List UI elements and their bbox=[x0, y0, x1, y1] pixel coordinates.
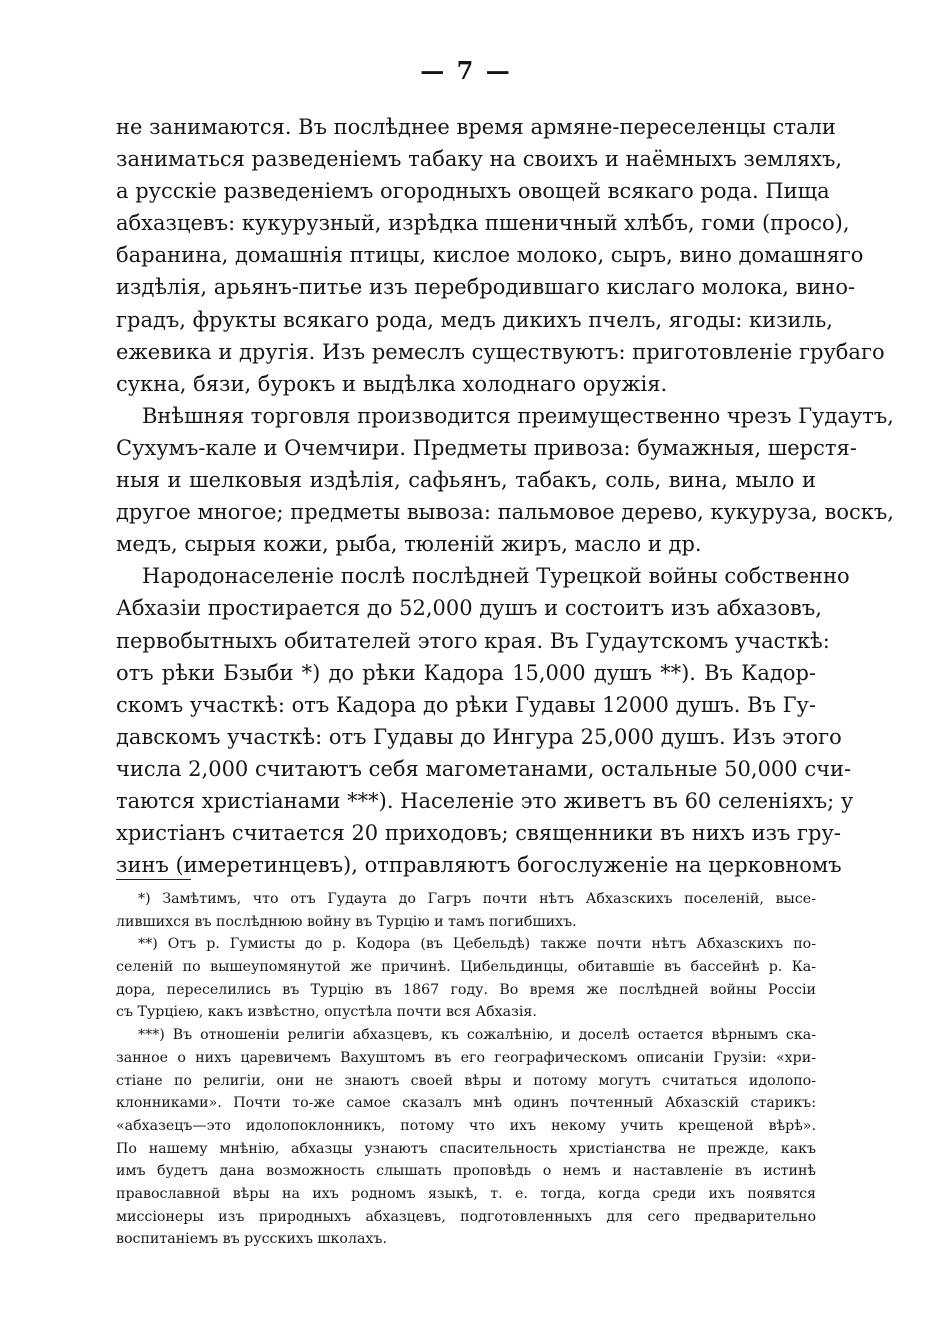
text-line: ежевика и другiя. Изъ ремеслъ существуютъ: приготовленiе грубаго bbox=[116, 339, 885, 364]
text-line: зинъ (имеретинцевъ), отправляютъ богослуженiе на церковномъ bbox=[116, 853, 842, 878]
text-line: таются христiанами ***). Населенiе это живетъ въ 60 селенiяхъ; у bbox=[116, 788, 854, 813]
text-line: не занимаются. Въ послѣднее время армяне-переселенцы стали bbox=[116, 115, 836, 139]
paragraph-3 bbox=[116, 560, 854, 881]
text-line: Внѣшняя торговля производится преимущественно чрезъ Гудаутъ, bbox=[142, 403, 894, 428]
footnotes bbox=[116, 888, 816, 1251]
footnote-line: дора, переселились въ Турцiю въ 1867 году. Во время же послѣдней войны Россiи bbox=[116, 981, 816, 998]
main-text bbox=[116, 111, 894, 881]
text-line: давскомъ участкѣ: отъ Гудавы до Ингура 25,000 душъ. Изъ этого bbox=[116, 724, 842, 749]
text-line: Народонаселенiе послѣ послѣдней Турецкой войны собственно bbox=[142, 564, 850, 589]
text-line: издѣлiя, арьянъ-питье изъ перебродившаго кислаго молока, вино- bbox=[116, 275, 856, 300]
text-line: абхазцевъ: кукурузный, изрѣдка пшеничный хлѣбъ, гоми (просо), bbox=[116, 211, 850, 236]
footnote-line: **) Отъ р. Гумисты до р. Кодора (въ Цебельдѣ) также почти нѣтъ Абхазскихъ по- bbox=[138, 936, 816, 953]
text-line: ныя и шелковыя издѣлiя, сафьянъ, табакъ, соль, вина, мыло и bbox=[116, 468, 816, 493]
text-line: а русскiе разведенiемъ огородныхъ овощей всякаго рода. Пища bbox=[116, 179, 830, 204]
paragraph-2 bbox=[116, 400, 894, 560]
footnote-divider bbox=[116, 879, 191, 880]
footnote-line: ***) Въ отношенiи религiи абхазцевъ, къ сожалѣнiю, и доселѣ остается вѣрнымъ ска- bbox=[138, 1027, 816, 1044]
footnote-line: «абхазецъ—это идолопоклонникъ, потому что ихъ некому учить крещеной вѣрѣ». bbox=[116, 1117, 816, 1134]
text-line: скомъ участкѣ: отъ Кадора до рѣки Гудавы 12000 душъ. Въ Гу- bbox=[116, 692, 816, 717]
footnote-3 bbox=[116, 1024, 816, 1251]
footnote-1 bbox=[116, 888, 816, 933]
text-line: другое многое; предметы вывоза: пальмовое дерево, кукуруза, воскъ, bbox=[116, 500, 894, 525]
page-number: — 7 — bbox=[420, 56, 512, 85]
text-line: сукна, бязи, бурокъ и выдѣлка холоднаго оружiя. bbox=[116, 371, 668, 396]
footnote-line: стiане по религiи, они не знаютъ своей вѣры и потому могутъ считаться идолопо- bbox=[116, 1072, 816, 1089]
footnote-line: лившихся въ послѣднюю войну въ Турцiю и тамъ погибшихъ. bbox=[116, 913, 577, 930]
footnote-line: селенiй по вышеупомянутой же причинѣ. Цибельдинцы, обитавшiе въ бассейнѣ р. Ка- bbox=[116, 959, 816, 976]
footnote-line: имъ будетъ дана возможность слышать проповѣдь о немъ и наставленiе въ истинѣ bbox=[116, 1163, 816, 1180]
text-line: христiанъ считается 20 приходовъ; священники въ нихъ изъ гру- bbox=[116, 821, 841, 846]
text-line: Абхазiи простирается до 52,000 душъ и состоитъ изъ абхазовъ, bbox=[116, 596, 822, 621]
text-line: Сухумъ-кале и Очемчири. Предметы привоза: бумажныя, шерстя- bbox=[116, 435, 857, 460]
footnote-line: *) Замѣтимъ, что отъ Гудаута до Гагръ почти нѣтъ Абхазскихъ поселенiй, высе- bbox=[138, 891, 816, 907]
footnote-line: воспитанiемъ въ русскихъ школахъ. bbox=[116, 1231, 387, 1248]
text-line: градъ, фрукты всякаго рода, медъ дикихъ пчелъ, ягоды: кизиль, bbox=[116, 307, 833, 332]
text-line: числа 2,000 считаютъ себя магометанами, остальные 50,000 счи- bbox=[116, 756, 852, 781]
footnote-line: По нашему мнѣнiю, абхазцы узнаютъ спасительность христiанства не прежде, какъ bbox=[116, 1140, 816, 1157]
footnote-2 bbox=[116, 933, 816, 1024]
text-line: заниматься разведенiемъ табаку на своихъ и наёмныхъ земляхъ, bbox=[116, 147, 843, 172]
footnote-line: клонниками». Почти то-же самое сказалъ мнѣ одинъ почтенный Абхазскiй старикъ: bbox=[116, 1095, 816, 1112]
footnote-line: православной вѣры на ихъ родномъ языкѣ, т. е. тогда, когда среди ихъ появятся bbox=[116, 1185, 816, 1202]
text-line: отъ рѣки Бзыби *) до рѣки Кадора 15,000 душъ **). Въ Кадор- bbox=[116, 660, 816, 685]
text-line: первобытныхъ обитателей этого края. Въ Гудаутскомъ участкѣ: bbox=[116, 628, 830, 653]
paragraph-1 bbox=[116, 111, 885, 400]
text-line: баранина, домашнiя птицы, кислое молоко, сыръ, вино домашняго bbox=[116, 243, 864, 268]
footnote-line: съ Турцiею, какъ извѣстно, опустѣла почти вся Абхазiя. bbox=[116, 1004, 537, 1021]
footnote-line: занное о нихъ царевичемъ Вахуштомъ въ его географическомъ описанiи Грузiи: «хри- bbox=[116, 1049, 816, 1066]
text-line: медъ, сырыя кожи, рыба, тюленiй жиръ, масло и др. bbox=[116, 532, 702, 557]
footnote-line: миссiонеры изъ природныхъ абхазцевъ, подготовленныхъ для сего предварительно bbox=[116, 1208, 816, 1225]
